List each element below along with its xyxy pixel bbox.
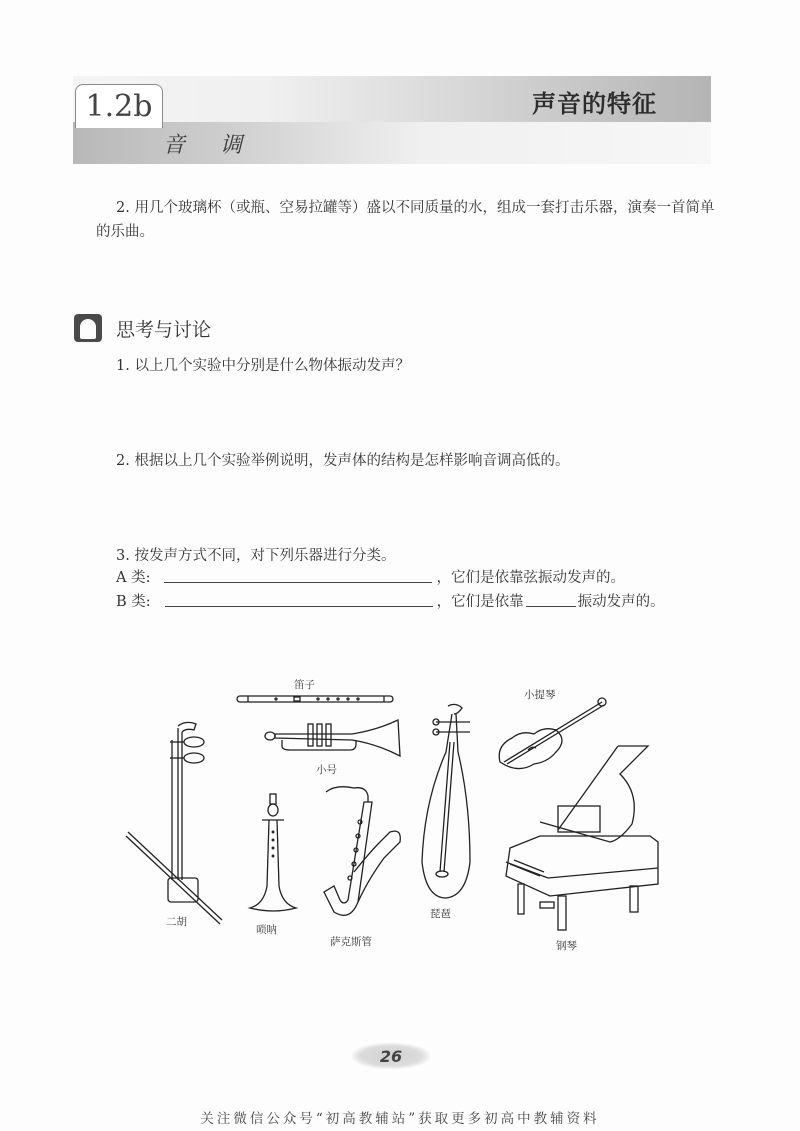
label-dizi: 笛子 bbox=[294, 679, 315, 691]
fill-row-a bbox=[116, 566, 625, 587]
category-a-suffix: ，它们是依靠弦振动发声的。 bbox=[436, 570, 625, 586]
category-b-source-blank[interactable] bbox=[526, 605, 576, 607]
piano-icon bbox=[500, 744, 670, 932]
footer-note: 关注微信公众号“初高教辅站”获取更多初高中教辅资料 bbox=[200, 1111, 600, 1127]
label-saxophone: 萨克斯管 bbox=[330, 936, 372, 948]
page-number: 26 bbox=[352, 1043, 430, 1069]
head-silhouette-icon bbox=[74, 314, 102, 342]
label-trumpet: 小号 bbox=[316, 764, 337, 776]
label-suona: 唢呐 bbox=[256, 924, 277, 936]
question-2: 2. 根据以上几个实验举例说明，发声体的结构是怎样影响音调高低的。 bbox=[116, 453, 570, 469]
section-subtitle: 音 调 bbox=[163, 133, 256, 158]
category-b-label: B 类: bbox=[116, 594, 151, 610]
label-erhu: 二胡 bbox=[166, 916, 187, 928]
label-piano: 钢琴 bbox=[556, 940, 577, 952]
category-b-blank[interactable] bbox=[165, 605, 433, 607]
chapter-title: 声音的特征 bbox=[532, 89, 657, 118]
saxophone-icon bbox=[320, 782, 420, 932]
experiment-paragraph: 2. 用几个玻璃杯（或瓶、空易拉罐等）盛以不同质量的水，组成一套打击乐器，演奏一首简单的乐曲。 bbox=[96, 200, 715, 240]
category-a-label: A 类: bbox=[116, 570, 151, 586]
section-header bbox=[73, 76, 711, 164]
pipa-icon bbox=[416, 702, 486, 902]
discussion-heading bbox=[74, 314, 211, 342]
trumpet-icon bbox=[262, 718, 402, 758]
instruments-illustration bbox=[120, 670, 680, 970]
discussion-title: 思考与讨论 bbox=[116, 318, 212, 341]
category-a-blank[interactable] bbox=[164, 581, 432, 583]
category-b-suffix-pre: ，它们是依靠 bbox=[436, 594, 524, 610]
suona-icon bbox=[248, 794, 298, 916]
fill-row-b bbox=[116, 590, 665, 611]
erhu-icon bbox=[124, 720, 224, 930]
question-3: 3. 按发声方式不同，对下列乐器进行分类。 bbox=[116, 548, 396, 564]
dizi-flute-icon bbox=[236, 694, 396, 706]
section-number-tab: 1.2b bbox=[75, 84, 163, 128]
label-pipa: 琵琶 bbox=[430, 908, 451, 920]
question-1: 1. 以上几个实验中分别是什么物体振动发声？ bbox=[116, 358, 410, 374]
label-violin: 小提琴 bbox=[524, 689, 556, 701]
category-b-suffix-post: 振动发声的。 bbox=[577, 594, 665, 610]
